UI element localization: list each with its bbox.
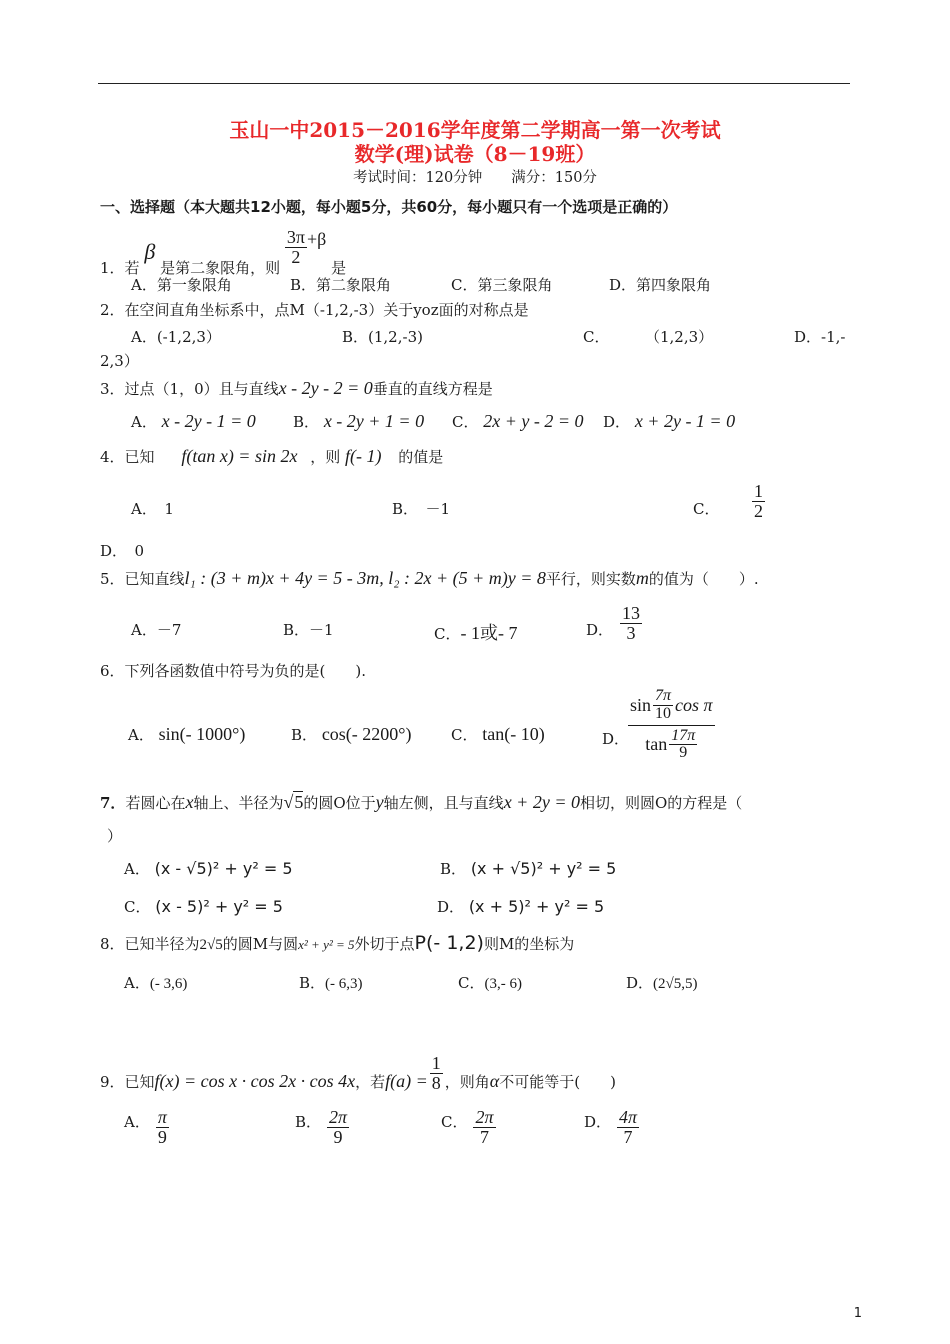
page-number: 1 xyxy=(853,1306,862,1321)
q3-line-eq: x - 2y - 2 = 0 xyxy=(278,378,373,398)
q7-option-a[interactable]: A． (x - √5)² + y² = 5 xyxy=(124,859,293,878)
question-8: 8．已知半径为2√5的圆M与圆x² + y² = 5外切于点P(- 1,2)则M的坐标为 xyxy=(100,932,575,954)
question-7: 7．若圆心在x轴上、半径为√5的圆O位于y轴左侧，且与直线x + 2y = 0相切，则圆O的方程是（ xyxy=(100,792,743,812)
q6-option-c[interactable]: C． tan(- 10) xyxy=(451,724,545,744)
q3-option-b[interactable]: B． x - 2y + 1 = 0 xyxy=(293,411,425,431)
q4-option-a[interactable]: A． 1 xyxy=(131,500,174,518)
exam-info: 考试时间：120分钟 满分：150分 xyxy=(353,170,597,186)
q2-option-d[interactable]: D．-1,- xyxy=(794,328,846,346)
q8-option-b[interactable]: B．(- 6,3) xyxy=(299,974,363,992)
top-rule xyxy=(98,83,850,84)
q3-option-a[interactable]: A． x - 2y - 1 = 0 xyxy=(131,411,256,431)
q6-option-d-label[interactable]: D． xyxy=(602,730,630,748)
q1-option-d[interactable]: D．第四象限角 xyxy=(609,276,712,294)
q3-option-c[interactable]: C． 2x + y - 2 = 0 xyxy=(452,411,584,431)
q6-option-a[interactable]: A． sin(- 1000°) xyxy=(128,724,246,744)
q7-option-d[interactable]: D． (x + 5)² + y² = 5 xyxy=(437,897,605,916)
q2-option-b[interactable]: B．(1,2,-3) xyxy=(342,328,423,346)
q6-option-b[interactable]: B． cos(- 2200°) xyxy=(291,724,412,744)
q8-option-c[interactable]: C．(3,- 6) xyxy=(458,974,522,992)
q2-option-d-wrap: 2,3） xyxy=(100,352,139,370)
q7-stem-wrap: ） xyxy=(107,827,123,845)
question-5: 5．已知直线l₁ : (3 + m)x + 4y = 5 - 3m, l₂ : 2x + (5 + m)y = 8平行，则实数m的值为（ ）. xyxy=(100,568,759,588)
q4-f: f(- 1) xyxy=(345,446,382,466)
q6-stem: 6．下列各函数值中符号为负的是( ). xyxy=(100,662,367,680)
q5-option-d-value: $\frac{13}{3}$ xyxy=(622,603,640,643)
q6-option-d-value: sin $\frac{7\pi}{10}$ cos π tan $\frac{17\pi}{9}$ xyxy=(630,687,713,762)
q1-beta: β xyxy=(144,239,156,265)
section-heading: 一、选择题（本大题共12小题，每小题5分，共60分，每小题只有一个选项是正确的） xyxy=(100,198,678,216)
q4-option-c-label[interactable]: C． xyxy=(693,500,720,518)
q4-option-d[interactable]: D． 0 xyxy=(100,542,145,560)
q1-text-end: 是 xyxy=(331,259,347,278)
q9-option-c[interactable]: C． $\frac{2\pi}{7}$ xyxy=(441,1107,494,1147)
q5-option-b[interactable]: B．－1 xyxy=(283,621,334,639)
q1-fraction: $\frac{3\pi}{2}$ xyxy=(286,227,305,267)
q5-option-d-label[interactable]: D． xyxy=(586,621,614,639)
q9-option-a[interactable]: A． $\frac{\pi}{9}$ xyxy=(124,1107,167,1147)
exam-title: 玉山一中2015－2016学年度第二学期高一第一次考试 xyxy=(229,118,721,142)
q7-option-c[interactable]: C． (x - 5)² + y² = 5 xyxy=(124,897,283,916)
q2-option-c-value: （1,2,3） xyxy=(645,328,714,346)
question-1 xyxy=(100,222,347,278)
q3-text: 3．过点（1，0）且与直线 xyxy=(100,380,279,398)
q3-option-d[interactable]: D． x + 2y - 1 = 0 xyxy=(603,411,736,431)
q5-option-a[interactable]: A．－7 xyxy=(131,621,182,639)
q1-expr-tail: +β xyxy=(306,229,327,250)
question-3 xyxy=(100,378,493,399)
q9-option-d[interactable]: D． $\frac{4\pi}{7}$ xyxy=(584,1107,638,1147)
question-9: 9．已知f(x) = cos x · cos 2x · cos 4x，若f(a) = $\frac{1}{8}$ ，则角α不可能等于( ) xyxy=(100,1053,616,1093)
q9-option-b[interactable]: B． $\frac{2\pi}{9}$ xyxy=(295,1107,348,1147)
q7-option-b[interactable]: B． (x + √5)² + y² = 5 xyxy=(440,859,617,878)
q8-option-d[interactable]: D．(2√5,5) xyxy=(626,974,698,992)
q1-number: 1．若 xyxy=(100,259,140,278)
q3-text-end: 垂直的直线方程是 xyxy=(372,380,493,398)
q5-option-c[interactable]: C．- 1或- 7 xyxy=(434,623,518,643)
q1-option-b[interactable]: B．第二象限角 xyxy=(290,276,392,294)
q1-option-c[interactable]: C．第三象限角 xyxy=(451,276,553,294)
q4-option-b[interactable]: B． －1 xyxy=(392,500,451,518)
q8-option-a[interactable]: A．(- 3,6) xyxy=(124,974,188,992)
question-4: 4．已知 f(tan x) = sin 2x ，则 f(- 1) 的值是 xyxy=(100,446,444,466)
q4-option-c-value: $\frac{1}{2}$ xyxy=(754,481,763,521)
q5-equations: l₁ : (3 + m)x + 4y = 5 - 3m, l₂ : 2x + (5 + m)y = 8 xyxy=(184,568,546,588)
q2-stem: 2．在空间直角坐标系中，点M（-1,2,-3）关于yoz面的对称点是 xyxy=(100,301,529,319)
q1-text: 是第二象限角，则 xyxy=(160,259,281,278)
q4-equation: f(tan x) = sin 2x xyxy=(181,446,298,466)
q2-option-c-label[interactable]: C． xyxy=(583,328,610,346)
q2-option-a[interactable]: A．(-1,2,3） xyxy=(131,328,221,346)
q1-option-a[interactable]: A．第一象限角 xyxy=(131,276,232,294)
exam-subtitle: 数学(理)试卷（8－19班） xyxy=(354,142,596,166)
